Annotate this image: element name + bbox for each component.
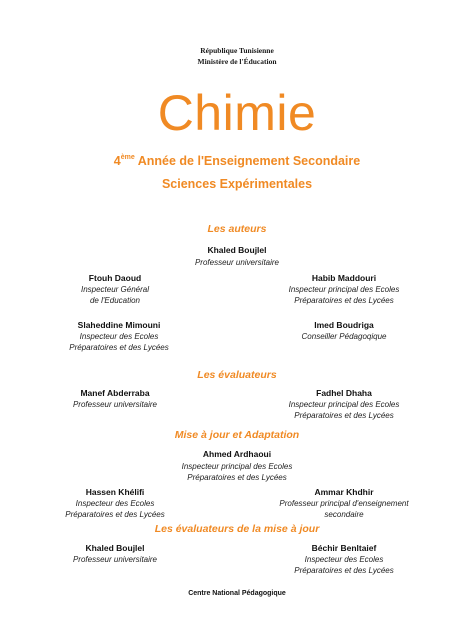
- update-left: [10, 487, 220, 520]
- subtitle-line1: [0, 155, 474, 168]
- update-right-role2: secondaire: [324, 510, 364, 519]
- author-left1-name: Ftouh Daoud: [88, 273, 142, 283]
- author-right1-name: Habib Maddouri: [311, 273, 377, 283]
- update-evaluator-right: [239, 543, 449, 576]
- author-left1-role2: de l'Education: [89, 296, 140, 305]
- update-evaluator-right-name: Béchir Benltaief: [311, 543, 377, 553]
- author-left1-role1: Inspecteur Général: [80, 285, 150, 294]
- author-right1-role2: Préparatoires et des Lycées: [294, 296, 394, 305]
- evaluator-left-role1: Professeur universitaire: [72, 400, 158, 409]
- author-right1-role1: Inspecteur principal des Ecoles: [288, 285, 400, 294]
- update-left-role1: Inspecteur des Ecoles: [75, 499, 155, 508]
- author-left2-name: Slaheddine Mimouni: [77, 320, 161, 330]
- evaluators-heading: Les évaluateurs: [197, 369, 277, 381]
- update-right-name: Ammar Khdhir: [314, 487, 374, 497]
- update-heading: Mise à jour et Adaptation: [174, 429, 300, 441]
- grade-number: 4: [113, 154, 121, 168]
- author-left2-role1: Inspecteur des Ecoles: [79, 332, 159, 341]
- update-evaluator-left-role1: Professeur universitaire: [72, 555, 158, 564]
- update-evaluators-heading: Les évaluateurs de la mise à jour: [154, 523, 320, 535]
- page-title: Chimie: [157, 85, 317, 141]
- grade-suffix: ème: [120, 154, 135, 161]
- subtitle-line1-rest: Année de l'Enseignement Secondaire: [134, 154, 361, 168]
- author-lead-role: Professeur universitaire: [194, 258, 280, 267]
- subtitle-line2: Sciences Expérimentales: [161, 177, 313, 191]
- evaluator-left-name: Manef Abderraba: [80, 388, 150, 398]
- update-evaluator-left: [10, 543, 220, 565]
- update-evaluator-right-role2: Préparatoires et des Lycées: [294, 566, 394, 575]
- publisher-footer: Centre National Pédagogique: [188, 590, 286, 597]
- author-right1: [239, 273, 449, 306]
- update-left-role2: Préparatoires et des Lycées: [65, 510, 165, 519]
- author-right2-role1: Conseiller Pédagoqique: [301, 332, 387, 341]
- evaluator-right: [239, 388, 449, 421]
- update-lead-role2: Préparatoires et des Lycées: [187, 473, 287, 482]
- author-left2: [14, 320, 224, 353]
- republic-label: République Tunisienne: [200, 46, 274, 55]
- author-left2-role2: Préparatoires et des Lycées: [69, 343, 169, 352]
- update-left-name: Hassen Khélifi: [85, 487, 145, 497]
- author-right2: [239, 320, 449, 342]
- evaluator-right-role1: Inspecteur principal des Ecoles: [288, 400, 400, 409]
- update-evaluator-right-role1: Inspecteur des Ecoles: [304, 555, 384, 564]
- update-lead-role1: Inspecteur principal des Ecoles: [181, 462, 293, 471]
- author-lead-name: Khaled Boujlel: [207, 245, 267, 255]
- update-evaluator-left-name: Khaled Boujlel: [85, 543, 145, 553]
- evaluator-right-role2: Préparatoires et des Lycées: [294, 411, 394, 420]
- evaluator-right-name: Fadhel Dhaha: [316, 388, 372, 398]
- update-right: [239, 487, 449, 520]
- update-right-role1: Professeur principal d'enseignement: [279, 499, 409, 508]
- ministry-label: Ministère de l'Éducation: [197, 57, 277, 66]
- authors-heading: Les auteurs: [207, 223, 267, 235]
- evaluator-left: [10, 388, 220, 410]
- author-right2-name: Imed Boudriga: [314, 320, 374, 330]
- update-lead-name: Ahmed Ardhaoui: [202, 449, 272, 459]
- author-left1: [10, 273, 220, 306]
